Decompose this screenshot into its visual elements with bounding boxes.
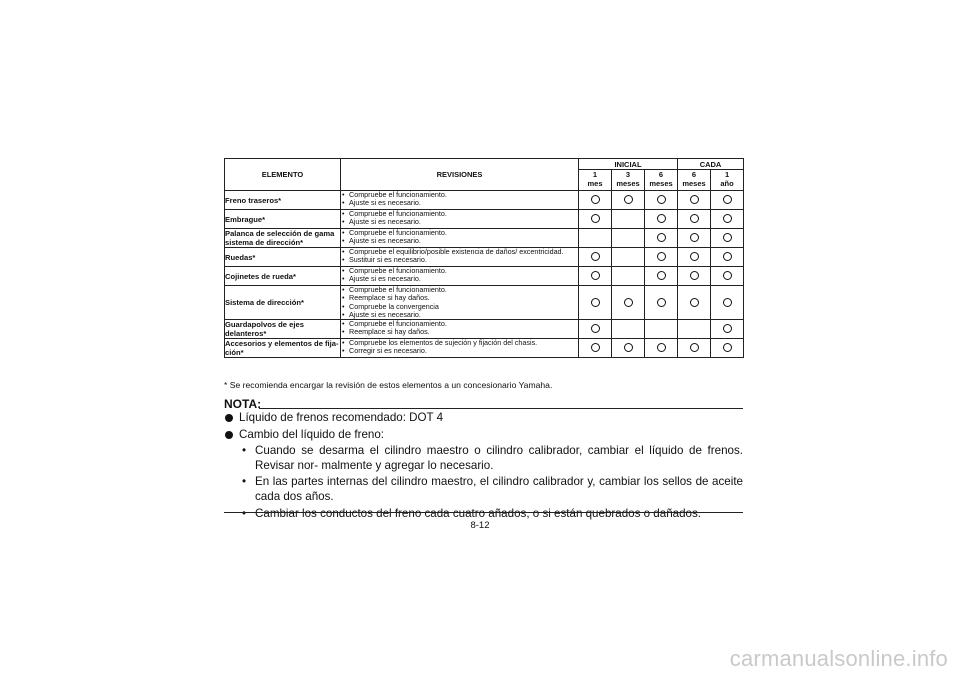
check-circle-icon <box>591 195 600 204</box>
check-circle-icon <box>723 195 732 204</box>
check-item: • Ajuste si es necesario. <box>341 311 578 319</box>
nota-item-text: Líquido de frenos recomendado: DOT 4 <box>239 411 444 424</box>
interval-cell <box>645 229 678 248</box>
check-list <box>341 286 579 320</box>
check-circle-icon <box>657 343 666 352</box>
check-circle-icon <box>657 271 666 280</box>
interval-cell <box>711 267 744 286</box>
table-row <box>225 248 744 267</box>
check-circle-icon <box>690 214 699 223</box>
header-revisiones: REVISIONES <box>341 159 579 191</box>
nota-item-text: En las partes internas del cilindro maestro, el cilindro calibrador y, cambiar los sellos de aceite cada dos años. <box>255 475 743 503</box>
table-row <box>225 320 744 339</box>
interval-cell <box>579 210 612 229</box>
nota-item-text: Cuando se desarma el cilindro maestro o cilindro calibrador, cambiar el líquido de frenos. Revisar nor- malmente y agregar lo necesario. <box>255 444 743 472</box>
nota-end-divider <box>224 512 743 513</box>
nota-item <box>224 444 743 473</box>
footnote: * Se recomienda encargar la revisión de estos elementos a un concesionario Yamaha. <box>224 380 553 390</box>
interval-cell <box>678 267 711 286</box>
check-circle-icon <box>723 324 732 333</box>
interval-cell <box>711 248 744 267</box>
check-circle-icon <box>723 214 732 223</box>
interval-cell <box>711 229 744 248</box>
interval-cell <box>678 210 711 229</box>
check-list <box>341 210 579 229</box>
interval-unit: meses <box>616 179 640 188</box>
check-item: • Compruebe la convergencia <box>341 303 578 311</box>
dot-bullet-icon: • <box>242 444 247 458</box>
element-name: Palanca de selección de gama sistema de dirección* <box>225 229 341 248</box>
table-row <box>225 210 744 229</box>
interval-cell <box>645 320 678 339</box>
check-circle-icon <box>657 233 666 242</box>
interval-number: 6 <box>658 170 664 179</box>
element-name: Guardapolvos de ejes delanteros* <box>225 320 341 339</box>
interval-cell <box>579 191 612 210</box>
nota-divider <box>259 408 743 409</box>
interval-cell <box>612 191 645 210</box>
watermark: carmanualsonline.info <box>729 646 948 671</box>
interval-unit: mes <box>587 179 603 188</box>
interval-cell <box>678 286 711 320</box>
check-circle-icon <box>624 298 633 307</box>
interval-cell <box>579 286 612 320</box>
header-interval-3 <box>678 170 711 191</box>
nota-item <box>224 507 743 522</box>
interval-number: 1 <box>592 170 598 179</box>
nota-list <box>224 411 743 523</box>
check-item: • Compruebe el funcionamiento. <box>341 229 578 237</box>
check-circle-icon <box>591 298 600 307</box>
check-circle-icon <box>657 214 666 223</box>
element-name: Sistema de dirección* <box>225 286 341 320</box>
check-list <box>341 229 579 248</box>
interval-cell <box>645 339 678 358</box>
check-item: • Ajuste si es necesario. <box>341 237 578 245</box>
check-item: • Ajuste si es necesario. <box>341 199 578 207</box>
check-list <box>341 320 579 339</box>
header-interval-4 <box>711 170 744 191</box>
interval-cell <box>711 339 744 358</box>
check-item: • Ajuste si es necesario. <box>341 218 578 226</box>
interval-cell <box>645 286 678 320</box>
check-circle-icon <box>591 252 600 261</box>
header-elemento: ELEMENTO <box>225 159 341 191</box>
check-item: • Compruebe el funcionamiento. <box>341 210 578 218</box>
check-circle-icon <box>690 298 699 307</box>
interval-cell <box>612 286 645 320</box>
interval-cell <box>579 248 612 267</box>
interval-cell <box>612 248 645 267</box>
interval-cell <box>579 320 612 339</box>
header-cada: CADA <box>678 159 744 170</box>
interval-number: 1 <box>724 170 730 179</box>
interval-cell <box>645 191 678 210</box>
check-circle-icon <box>624 343 633 352</box>
check-item: • Compruebe el equilibrio/posible existencia de daños/ excentricidad. <box>341 248 578 256</box>
nota-title: NOTA: <box>224 397 262 411</box>
check-item: • Reemplace si hay daños. <box>341 328 578 336</box>
check-circle-icon <box>657 252 666 261</box>
interval-cell <box>711 210 744 229</box>
interval-cell <box>579 229 612 248</box>
dot-bullet-icon: • <box>242 475 247 489</box>
check-circle-icon <box>690 343 699 352</box>
interval-unit: año <box>720 179 734 188</box>
interval-cell <box>678 339 711 358</box>
check-item: • Compruebe el funcionamiento. <box>341 267 578 275</box>
interval-cell <box>612 320 645 339</box>
interval-cell <box>612 267 645 286</box>
check-circle-icon <box>591 271 600 280</box>
interval-cell <box>645 267 678 286</box>
check-circle-icon <box>723 298 732 307</box>
check-circle-icon <box>690 252 699 261</box>
nota-item-text: Cambio del líquido de freno: <box>239 427 385 441</box>
header-interval-2 <box>645 170 678 191</box>
check-item: • Compruebe el funcionamiento. <box>341 320 578 328</box>
page-number: 8-12 <box>470 520 490 531</box>
interval-cell <box>711 320 744 339</box>
interval-number: 6 <box>691 170 697 179</box>
check-item: • Compruebe el funcionamiento. <box>341 286 578 294</box>
check-list <box>341 191 579 210</box>
table-row <box>225 229 744 248</box>
check-list <box>341 339 579 358</box>
check-circle-icon <box>723 343 732 352</box>
check-circle-icon <box>591 214 600 223</box>
interval-cell <box>645 210 678 229</box>
interval-number: 3 <box>625 170 631 179</box>
header-interval-0 <box>579 170 612 191</box>
table-row <box>225 339 744 358</box>
nota-item-text: Cambiar los conductos del freno cada cuatro añados, o si están quebrados o dañados. <box>255 506 702 520</box>
interval-cell <box>711 191 744 210</box>
check-circle-icon <box>690 195 699 204</box>
dot-bullet-icon: • <box>242 506 247 520</box>
interval-cell <box>579 339 612 358</box>
check-item: • Compruebe los elementos de sujeción y fijación del chasis. <box>341 339 578 347</box>
table-row <box>225 286 744 320</box>
header-inicial: INICIAL <box>579 159 678 170</box>
check-list <box>341 248 579 267</box>
maintenance-table <box>224 158 744 358</box>
nota-item <box>224 475 743 504</box>
interval-cell <box>612 210 645 229</box>
element-name: Accesorios y elementos de fija- ción* <box>225 339 339 358</box>
element-name: Ruedas* <box>225 248 341 267</box>
check-circle-icon <box>723 252 732 261</box>
check-circle-icon <box>591 343 600 352</box>
interval-cell <box>645 248 678 267</box>
header-interval-1 <box>612 170 645 191</box>
interval-cell <box>612 229 645 248</box>
table-row <box>225 191 744 210</box>
interval-cell <box>612 339 645 358</box>
check-circle-icon <box>723 233 732 242</box>
check-item: • Compruebe el funcionamiento. <box>341 191 578 199</box>
check-item: • Sustituir si es necesario. <box>341 256 578 264</box>
check-circle-icon <box>624 195 633 204</box>
interval-cell <box>678 229 711 248</box>
check-item: • Reemplace si hay daños. <box>341 294 578 302</box>
element-name: Cojinetes de rueda* <box>225 267 341 286</box>
element-name: Embrague* <box>225 210 341 229</box>
interval-cell <box>579 267 612 286</box>
check-circle-icon <box>690 233 699 242</box>
interval-cell <box>678 191 711 210</box>
check-circle-icon <box>723 271 732 280</box>
check-item: • Ajuste si es necesario. <box>341 275 578 283</box>
interval-unit: meses <box>682 179 706 188</box>
interval-cell <box>711 286 744 320</box>
check-list <box>341 267 579 286</box>
check-circle-icon <box>690 271 699 280</box>
check-circle-icon <box>657 298 666 307</box>
nota-item <box>224 428 743 443</box>
interval-cell <box>678 248 711 267</box>
check-item: • Corregir si es necesario. <box>341 347 578 355</box>
interval-unit: meses <box>649 179 673 188</box>
interval-cell <box>678 320 711 339</box>
element-name: Freno traseros* <box>225 191 341 210</box>
nota-item <box>224 411 743 426</box>
check-circle-icon <box>657 195 666 204</box>
check-circle-icon <box>591 324 600 333</box>
table-row <box>225 267 744 286</box>
filled-circle-bullet-icon <box>225 414 233 422</box>
filled-circle-bullet-icon <box>225 431 233 439</box>
